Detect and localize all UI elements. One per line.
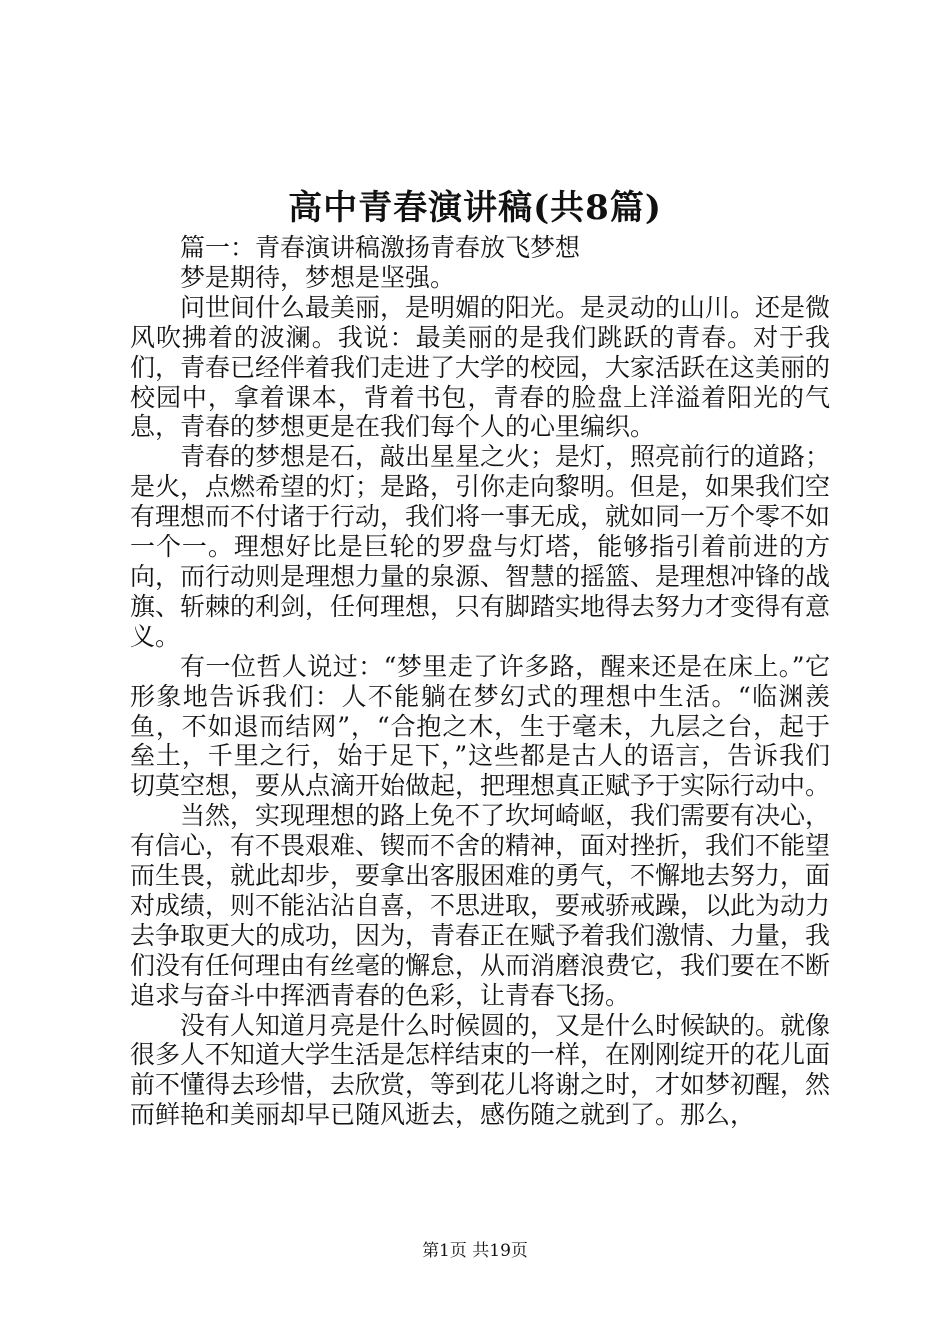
paragraph: 有一位哲人说过：“梦里走了许多路，醒来还是在床上。”它形象地告诉我们：人不能躺在梦幻式的理想中生活。“临渊羡鱼，不如退而结网”，“合抱之木，生于毫未，九层之台，起于垒土，千里之行，始于足下，”这些都是古人的语言，告诉我们切莫空想，要从点滴开始做起，把理想真正赋予于实际行动中。 xyxy=(130,651,831,801)
paragraph: 青春的梦想是石，敲出星星之火；是灯，照亮前行的道路；是火，点燃希望的灯；是路，引你走向黎明。但是，如果我们空有理想而不付诸于行动，我们将一事无成，就如同一万个零不如一个一。理想好比是巨轮的罗盘与灯塔，能够指引着前进的方向，而行动则是理想力量的泉源、智慧的摇篮、是理想冲锋的战旗、斩棘的利剑，任何理想，只有脚踏实地得去努力才变得有意义。 xyxy=(130,442,831,651)
document-title: 高中青春演讲稿(共8篇) xyxy=(288,188,662,228)
paragraph: 梦是期待，梦想是坚强。 xyxy=(180,262,456,292)
section-heading: 篇一：青春演讲稿激扬青春放飞梦想 xyxy=(180,233,581,262)
paragraph: 问世间什么最美丽，是明媚的阳光。是灵动的山川。还是微风吹拂着的波澜。我说：最美丽的是我们跳跃的青春。对于我们，青春已经伴着我们走进了大学的校园，大家活跃在这美丽的校园中，拿着课本，背着书包，青春的脸盘上洋溢着阳光的气息，青春的梦想更是在我们每个人的心里编织。 xyxy=(130,292,831,442)
paragraph: 没有人知道月亮是什么时候圆的，又是什么时候缺的。就像很多人不知道大学生活是怎样结束的一样，在刚刚绽开的花儿面前不懂得去珍惜，去欣赏，等到花儿将谢之时，才如梦初醒，然而鲜艳和美丽却早已随风逝去，感伤随之就到了。那么， xyxy=(130,1010,831,1130)
page-footer: 第1页 共19页 xyxy=(422,1241,528,1261)
paragraph: 当然，实现理想的路上免不了坎坷崎岖，我们需要有决心，有信心，有不畏艰难、锲而不舍的精神，面对挫折，我们不能望而生畏，就此却步，要拿出客服困难的勇气，不懈地去努力，面对成绩，则不能沾沾自喜，不思进取，要戒骄戒躁，以此为动力去争取更大的成功，因为，青春正在赋予着我们激情、力量，我们没有任何理由有丝毫的懈怠，从而消磨浪费它，我们要在不断追求与奋斗中挥洒青春的色彩，让青春飞扬。 xyxy=(130,801,831,1010)
document-body xyxy=(130,233,830,1130)
